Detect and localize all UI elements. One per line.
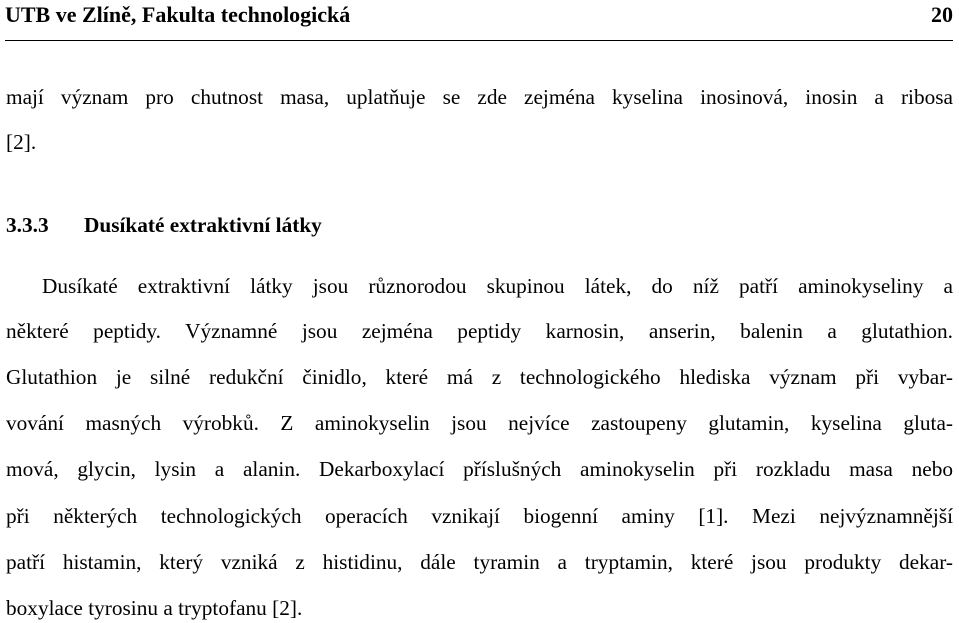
paragraph-line: boxylace tyrosinu a tryptofanu [2]. — [6, 596, 303, 620]
paragraph-line: mají význam pro chutnost masa, uplatňuje se zde zejména kyselina inosinová, inosin a ribosa — [6, 85, 953, 109]
paragraph-line: při některých technologických operacích vznikají biogenní aminy [1]. Mezi nejvýznamnější — [6, 504, 953, 528]
section-title: Dusíkaté extraktivní látky — [84, 213, 322, 237]
header-title: UTB ve Zlíně, Fakulta technologická — [5, 2, 351, 27]
paragraph-line: vování masných výrobků. Z aminokyselin jsou nejvíce zastoupeny glutamin, kyselina gluta- — [6, 411, 953, 435]
paragraph-line: patří histamin, který vzniká z histidinu, dále tyramin a tryptamin, které jsou produkty dekar- — [6, 550, 953, 574]
page-header — [5, 0, 953, 41]
paragraph-line: [2]. — [6, 130, 37, 154]
section-heading — [6, 212, 322, 238]
paragraph-line: Glutathion je silné redukční činidlo, které má z technologického hlediska význam při vybar- — [6, 365, 953, 389]
paragraph-line: mová, glycin, lysin a alanin. Dekarboxylací příslušných aminokyselin při rozkladu masa nebo — [6, 457, 953, 481]
paragraph-line: některé peptidy. Významné jsou zejména peptidy karnosin, anserin, balenin a glutathion. — [6, 319, 953, 343]
paragraph-line: Dusíkaté extraktivní látky jsou různorodou skupinou látek, do níž patří aminokyseliny a — [42, 274, 953, 298]
page-number: 20 — [931, 2, 953, 27]
section-number: 3.3.3 — [6, 213, 49, 237]
